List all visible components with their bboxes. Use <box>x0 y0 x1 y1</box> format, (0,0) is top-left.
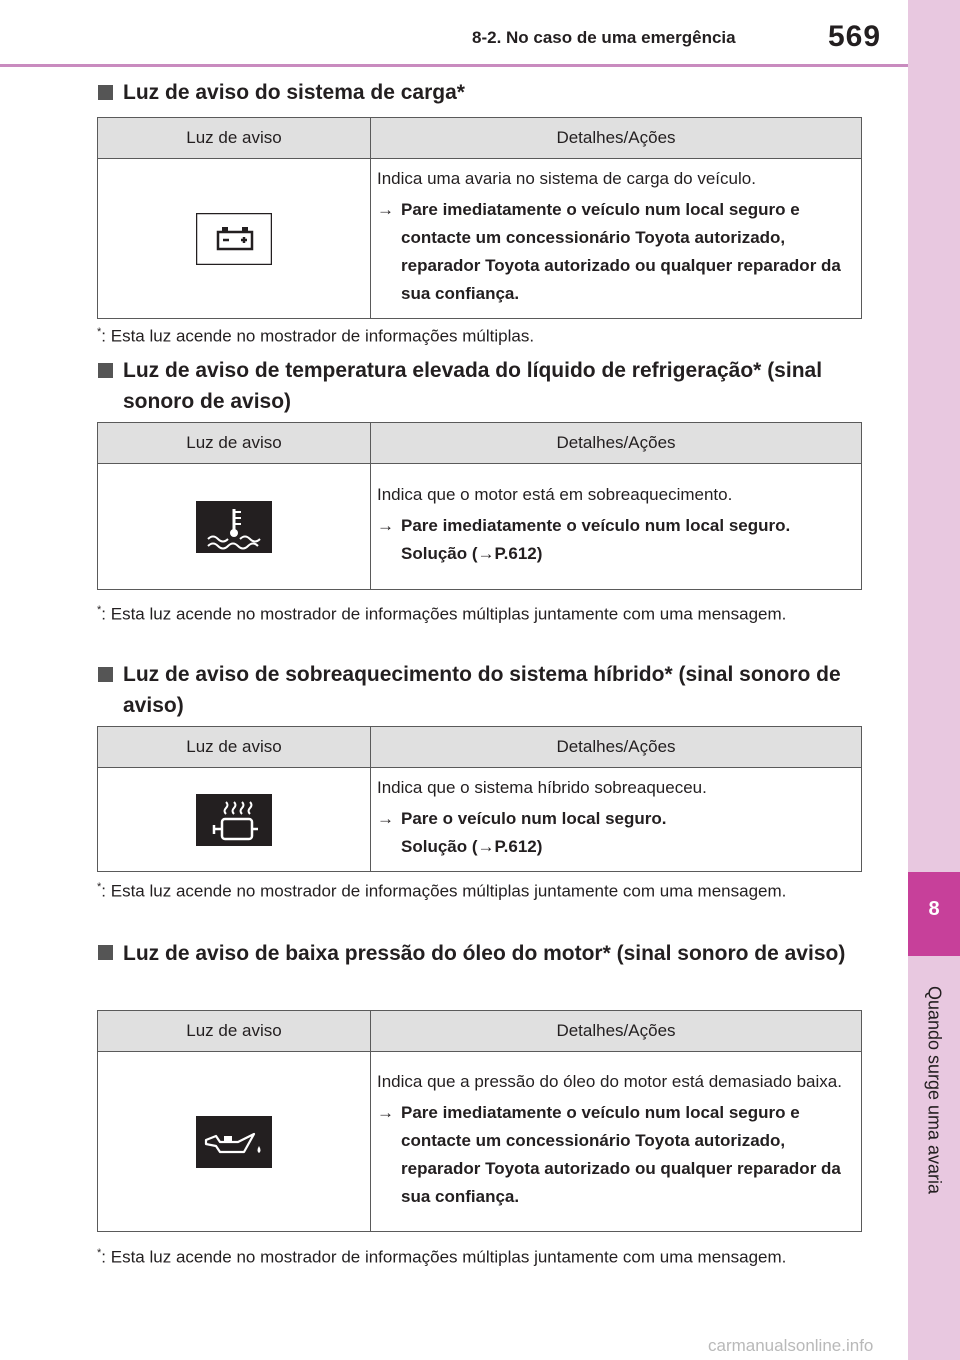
section-heading-text: Luz de aviso de sobreaquecimento do sistema híbrido* (sinal sonoro de aviso) <box>123 663 841 717</box>
solution-reference-link[interactable]: Solução (→P.612) <box>401 544 543 563</box>
coolant-temperature-icon <box>196 501 272 553</box>
column-header-warning-light: Luz de aviso <box>98 727 371 768</box>
detail-cell <box>371 159 862 319</box>
icon-cell <box>98 159 371 319</box>
icon-cell <box>98 464 371 590</box>
bullet-square-icon <box>98 945 113 960</box>
action-text-content: Pare imediatamente o veículo num local seguro e contacte um concessionário Toyota autorizado, reparador Toyota autorizado ou qualquer reparador da sua confiança. <box>401 200 841 303</box>
page-number: 569 <box>828 20 882 53</box>
warning-light-table <box>97 1010 862 1232</box>
watermark: carmanualsonline.info <box>708 1336 874 1355</box>
detail-cell <box>371 1052 862 1232</box>
footnote-text: Esta luz acende no mostrador de informações múltiplas juntamente com uma mensagem. <box>110 1247 787 1267</box>
footnote: *: Esta luz acende no mostrador de informações múltiplas juntamente com uma mensagem. <box>97 881 787 901</box>
icon-cell <box>98 768 371 872</box>
table-header-row <box>98 118 862 159</box>
bullet-square-icon <box>98 363 113 378</box>
warning-light-table <box>97 117 862 319</box>
table-header-row <box>98 1011 862 1052</box>
detail-description: Indica que o sistema híbrido sobreaqueceu. <box>377 778 707 797</box>
warning-light-table <box>97 726 862 872</box>
column-header-details: Detalhes/Ações <box>371 727 862 768</box>
footnote-marker: * <box>97 326 102 338</box>
section-heading-text: Luz de aviso de temperatura elevada do líquido de refrigeração* (sinal sonoro de aviso) <box>123 359 823 413</box>
action-text-content: Pare imediatamente o veículo num local seguro e contacte um concessionário Toyota autorizado, reparador Toyota autorizado ou qualquer reparador da sua confiança. <box>401 1103 841 1206</box>
header-rule <box>0 64 908 67</box>
arrow-right-icon: → <box>377 200 394 219</box>
column-header-details: Detalhes/Ações <box>371 118 862 159</box>
detail-cell <box>371 464 862 590</box>
chapter-title: Quando surge uma avaria <box>924 985 945 1195</box>
column-header-details: Detalhes/Ações <box>371 1011 862 1052</box>
arrow-right-icon: → <box>377 1103 394 1122</box>
section-heading <box>98 77 858 108</box>
icon-cell <box>98 1052 371 1232</box>
section-heading <box>98 937 858 970</box>
table-header-row <box>98 727 862 768</box>
column-header-warning-light: Luz de aviso <box>98 118 371 159</box>
battery-warning-icon <box>196 213 272 265</box>
footnote: *: Esta luz acende no mostrador de informações múltiplas juntamente com uma mensagem. <box>97 604 787 624</box>
table-row <box>98 768 862 872</box>
column-header-warning-light: Luz de aviso <box>98 423 371 464</box>
detail-cell <box>371 768 862 872</box>
action-text <box>377 805 851 861</box>
footnote-text: Esta luz acende no mostrador de informações múltiplas juntamente com uma mensagem. <box>110 604 787 624</box>
footnote-marker: * <box>97 604 102 616</box>
table-row <box>98 464 862 590</box>
arrow-right-icon: → <box>377 516 394 535</box>
action-text <box>377 512 851 568</box>
footnote-text: Esta luz acende no mostrador de informações múltiplas juntamente com uma mensagem. <box>110 881 787 901</box>
table-row <box>98 1052 862 1232</box>
section-heading-text: Luz de aviso de baixa pressão do óleo do motor* (sinal sonoro de aviso) <box>123 942 846 965</box>
column-header-warning-light: Luz de aviso <box>98 1011 371 1052</box>
warning-light-table <box>97 422 862 590</box>
footnote-marker: * <box>97 1247 102 1259</box>
detail-description: Indica que a pressão do óleo do motor está demasiado baixa. <box>377 1072 842 1091</box>
action-text-content: Pare imediatamente o veículo num local seguro. <box>401 516 791 535</box>
section-heading-text: Luz de aviso do sistema de carga* <box>123 81 465 104</box>
action-text <box>377 1099 851 1211</box>
action-text-content: Pare o veículo num local seguro. <box>401 809 667 828</box>
arrow-right-icon: → <box>377 809 394 828</box>
table-row <box>98 159 862 319</box>
bullet-square-icon <box>98 85 113 100</box>
hybrid-overheat-icon <box>196 794 272 846</box>
detail-description: Indica que o motor está em sobreaquecimento. <box>377 485 733 504</box>
oil-pressure-icon <box>196 1116 272 1168</box>
footnote: *: Esta luz acende no mostrador de informações múltiplas. <box>97 326 535 346</box>
detail-description: Indica uma avaria no sistema de carga do veículo. <box>377 169 756 188</box>
bullet-square-icon <box>98 667 113 682</box>
footnote-marker: * <box>97 881 102 893</box>
chapter-number: 8 <box>928 898 940 920</box>
footnote: *: Esta luz acende no mostrador de informações múltiplas juntamente com uma mensagem. <box>97 1247 787 1267</box>
table-header-row <box>98 423 862 464</box>
column-header-details: Detalhes/Ações <box>371 423 862 464</box>
section-title: 8-2. No caso de uma emergência <box>472 28 736 47</box>
section-heading <box>98 659 858 721</box>
solution-reference-link[interactable]: Solução (→P.612) <box>401 837 543 856</box>
footnote-text: Esta luz acende no mostrador de informações múltiplas. <box>110 326 535 346</box>
section-heading <box>98 355 858 417</box>
action-text <box>377 196 851 308</box>
